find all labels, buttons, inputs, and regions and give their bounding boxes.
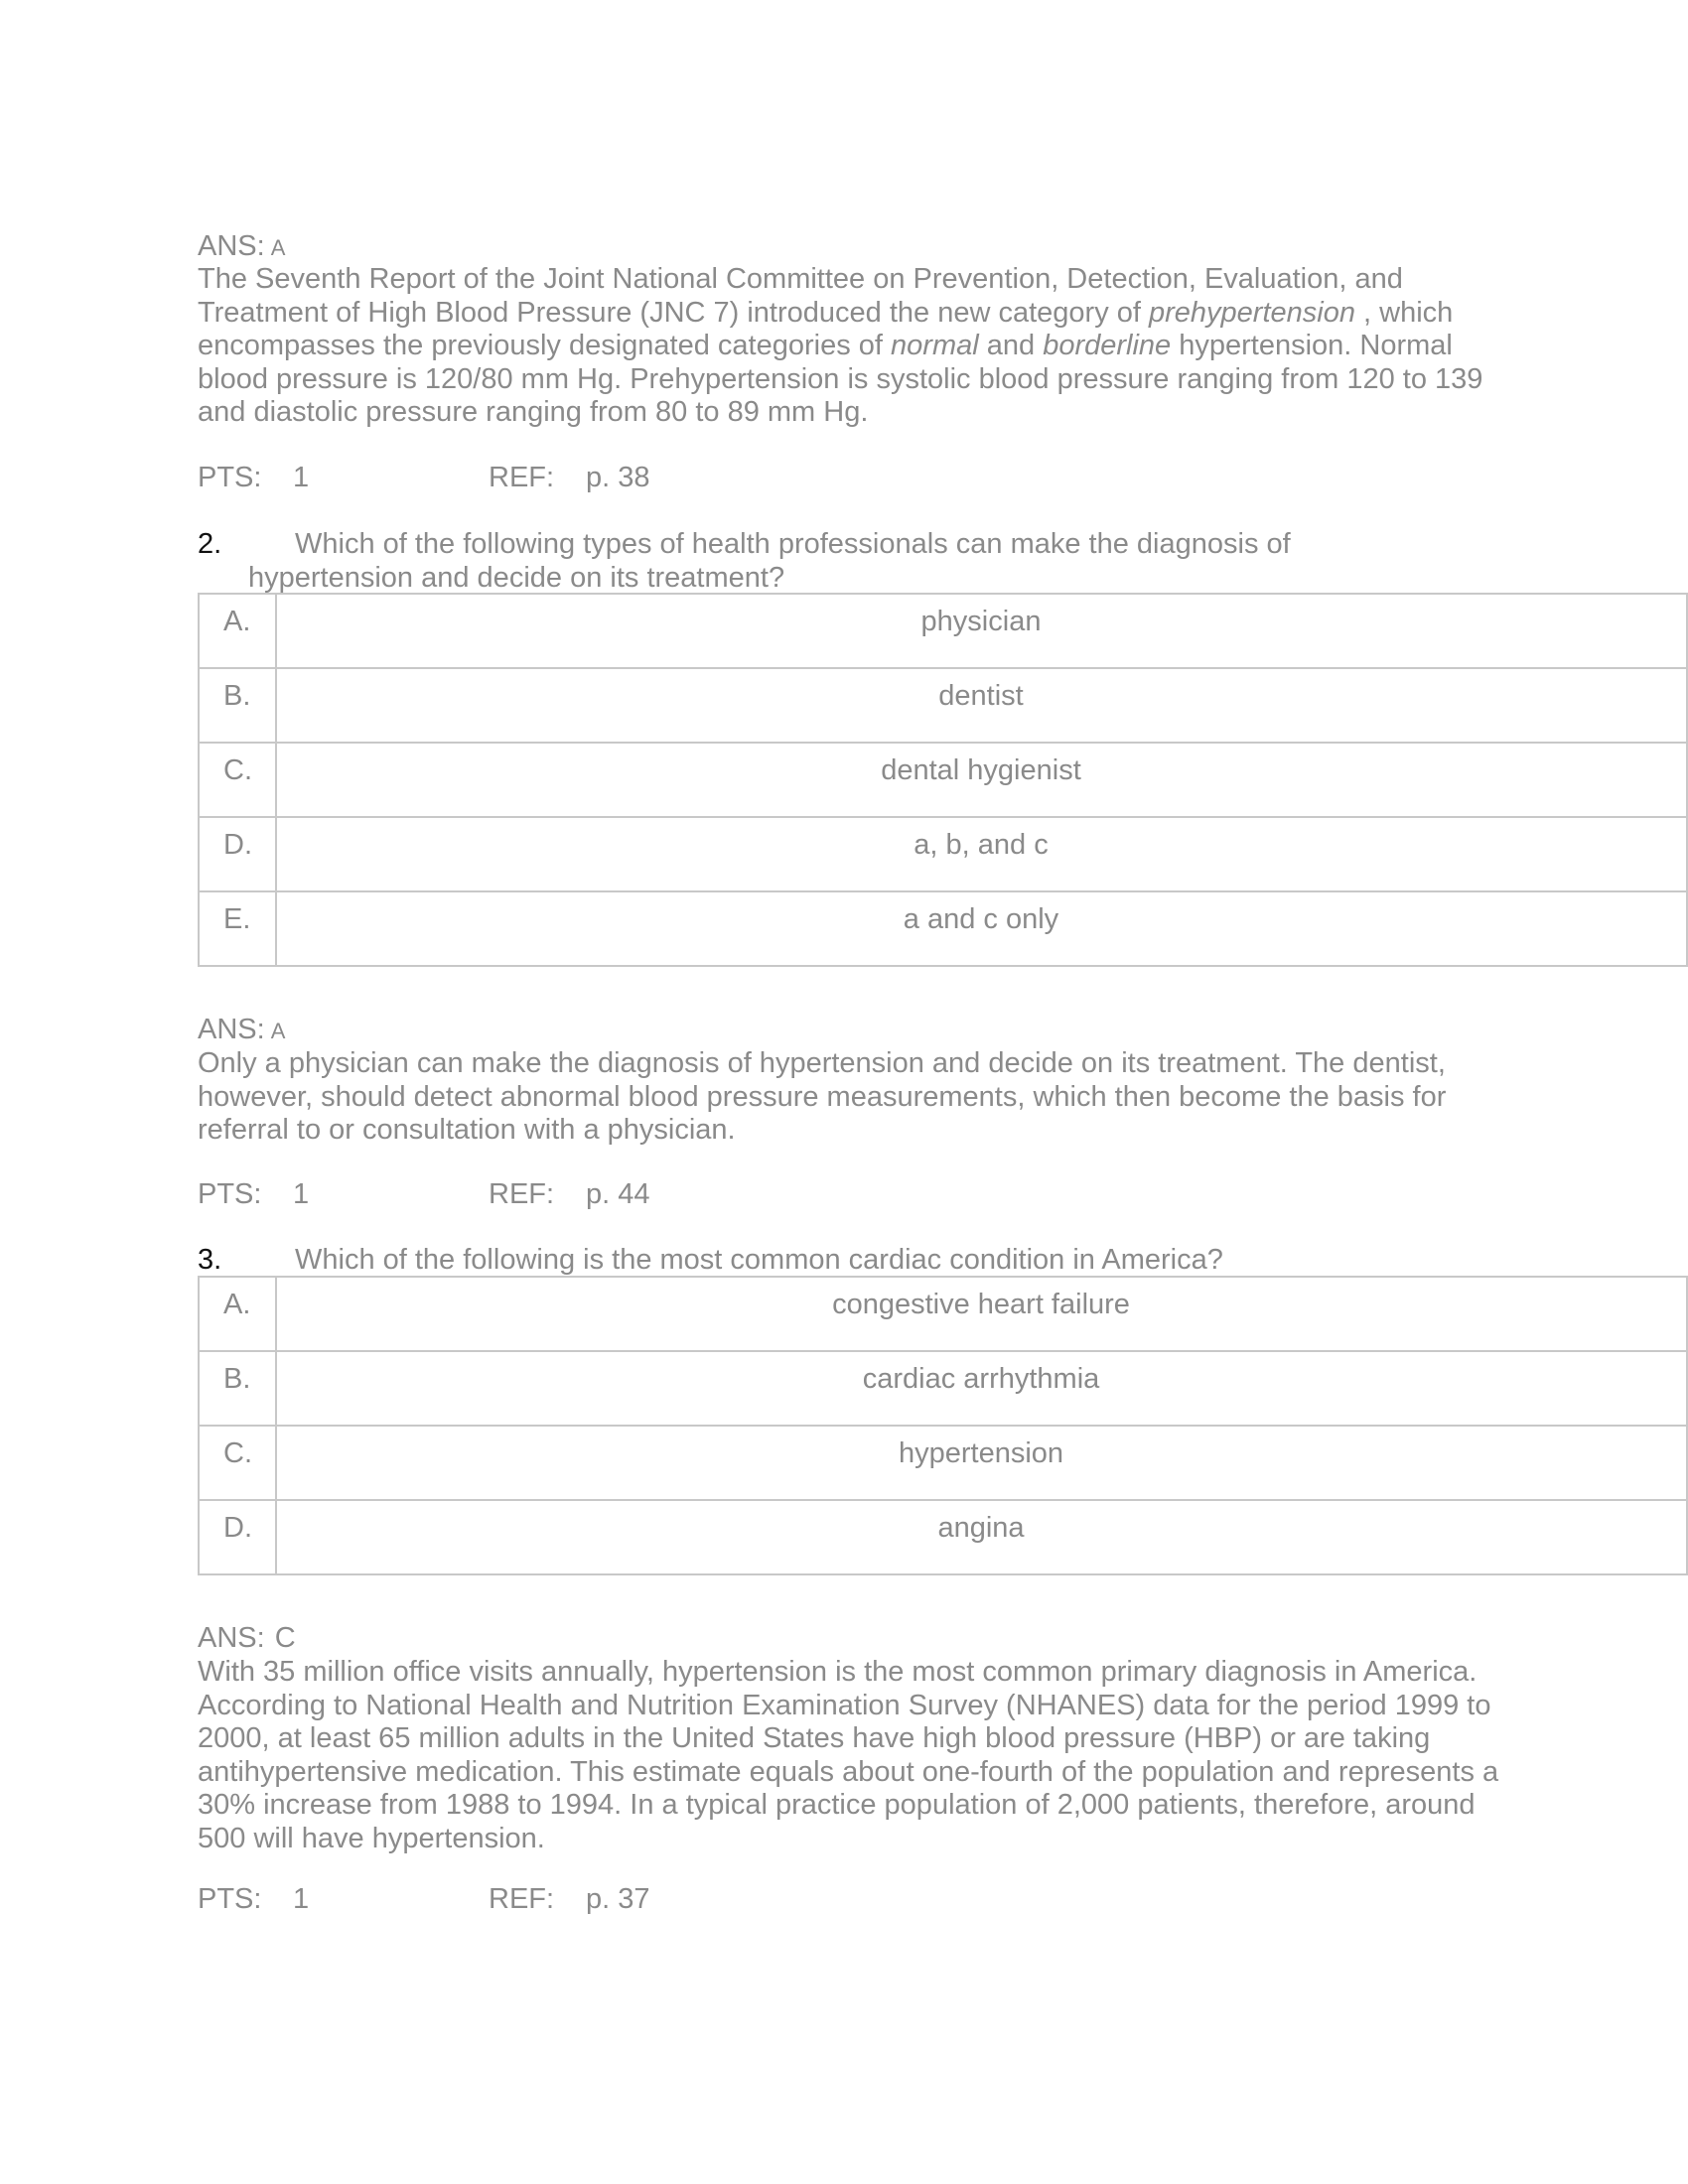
choice-letter: A. xyxy=(199,1277,276,1351)
pts-label: PTS: xyxy=(198,1178,262,1210)
ans-label: ANS: xyxy=(198,230,265,262)
rationale-text: , which encompasses the previously designated categories of xyxy=(198,296,1454,361)
rationale-emphasis: normal xyxy=(891,330,979,361)
choice-row[interactable] xyxy=(199,1351,1687,1426)
ref-label: REF: xyxy=(489,1883,555,1915)
choice-row[interactable] xyxy=(199,594,1687,668)
ans-label: ANS: xyxy=(198,1014,265,1045)
pts-value: 1 xyxy=(293,1178,310,1210)
ref-value: p. 44 xyxy=(586,1178,650,1210)
q3-choices-table xyxy=(198,1276,1688,1575)
choice-row[interactable] xyxy=(199,1500,1687,1574)
q2-choices-table xyxy=(198,593,1688,967)
choice-row[interactable] xyxy=(199,1426,1687,1500)
pts-label: PTS: xyxy=(198,1883,262,1915)
question-number: 3. xyxy=(198,1244,222,1276)
rationale-text: and xyxy=(978,330,1044,361)
rationale-text: hypertension. Normal blood pressure is 120/80 mm Hg. Prehypertension is systolic blood pressure ranging from 120 to 139 and diastolic pressure ranging from 80 to 89 mm Hg. xyxy=(198,330,1483,428)
rationale-emphasis: borderline xyxy=(1043,330,1172,361)
choice-row[interactable] xyxy=(199,668,1687,743)
choice-row[interactable] xyxy=(199,817,1687,891)
ans-label: ANS: xyxy=(198,1622,265,1654)
choice-text: cardiac arrhythmia xyxy=(276,1351,1687,1426)
choice-text: angina xyxy=(276,1500,1687,1574)
choice-text: a and c only xyxy=(276,891,1687,966)
pts-label: PTS: xyxy=(198,462,262,493)
choice-letter: B. xyxy=(199,668,276,743)
q2-answer-line xyxy=(198,1013,285,1048)
answer-letter: A xyxy=(270,235,286,260)
q3-answer-line xyxy=(198,1621,296,1655)
choice-row[interactable] xyxy=(199,743,1687,817)
q3-meta xyxy=(198,1882,793,1916)
pts-value: 1 xyxy=(293,1883,310,1915)
q2-rationale: Only a physician can make the diagnosis of hypertension and decide on its treatment. The dentist, however, should detect abnormal blood pressure measurements, which then become the basis for referral to or consultation with a physician. xyxy=(198,1047,1447,1146)
question-text: hypertension and decide on its treatment? xyxy=(248,562,785,594)
choice-letter: C. xyxy=(199,1426,276,1500)
choice-letter: B. xyxy=(199,1351,276,1426)
choice-text: hypertension xyxy=(276,1426,1687,1500)
q3-rationale: With 35 million office visits annually, hypertension is the most common primary diagnosis in America. According to National Health and Nutrition Examination Survey (NHANES) data for the period 1999 to 2000, at least 65 million adults in the United States have high blood pressure (HBP) or are taking antihypertensive medication. This estimate equals about one-fourth of the population and represents a 30% increase from 1988 to 1994. In a typical practice population of 2,000 patients, therefore, around 500 will have hypertension. xyxy=(198,1656,1499,1854)
q1-rationale xyxy=(198,263,1508,430)
choice-text: physician xyxy=(276,594,1687,668)
question-text: Which of the following is the most common cardiac condition in America? xyxy=(295,1244,1223,1276)
choice-letter: A. xyxy=(199,594,276,668)
q2-meta xyxy=(198,1177,793,1211)
choice-row[interactable] xyxy=(199,891,1687,966)
answer-letter: C xyxy=(274,1622,296,1654)
pts-value: 1 xyxy=(293,462,310,493)
question-text: Which of the following types of health professionals can make the diagnosis of xyxy=(295,528,1291,560)
choice-letter: D. xyxy=(199,817,276,891)
choice-text: dentist xyxy=(276,668,1687,743)
choice-text: dental hygienist xyxy=(276,743,1687,817)
rationale-emphasis: prehypertension xyxy=(1149,296,1355,329)
answer-letter: A xyxy=(270,1019,286,1043)
question-number: 2. xyxy=(198,528,222,560)
choice-text: a, b, and c xyxy=(276,817,1687,891)
ref-label: REF: xyxy=(489,462,555,493)
q1-answer-line xyxy=(198,229,285,265)
ref-value: p. 37 xyxy=(586,1883,650,1915)
rationale-text: The Seventh Report of the Joint National Committee on Prevention, Detection, Evaluation, and Treatment of High Blood Pressure (JNC 7) introduced the new category of xyxy=(198,263,1403,329)
ref-label: REF: xyxy=(489,1178,555,1210)
ref-value: p. 38 xyxy=(586,462,650,493)
choice-letter: D. xyxy=(199,1500,276,1574)
choice-row[interactable] xyxy=(199,1277,1687,1351)
choice-text: congestive heart failure xyxy=(276,1277,1687,1351)
q1-meta xyxy=(198,461,793,494)
choice-letter: C. xyxy=(199,743,276,817)
choice-letter: E. xyxy=(199,891,276,966)
